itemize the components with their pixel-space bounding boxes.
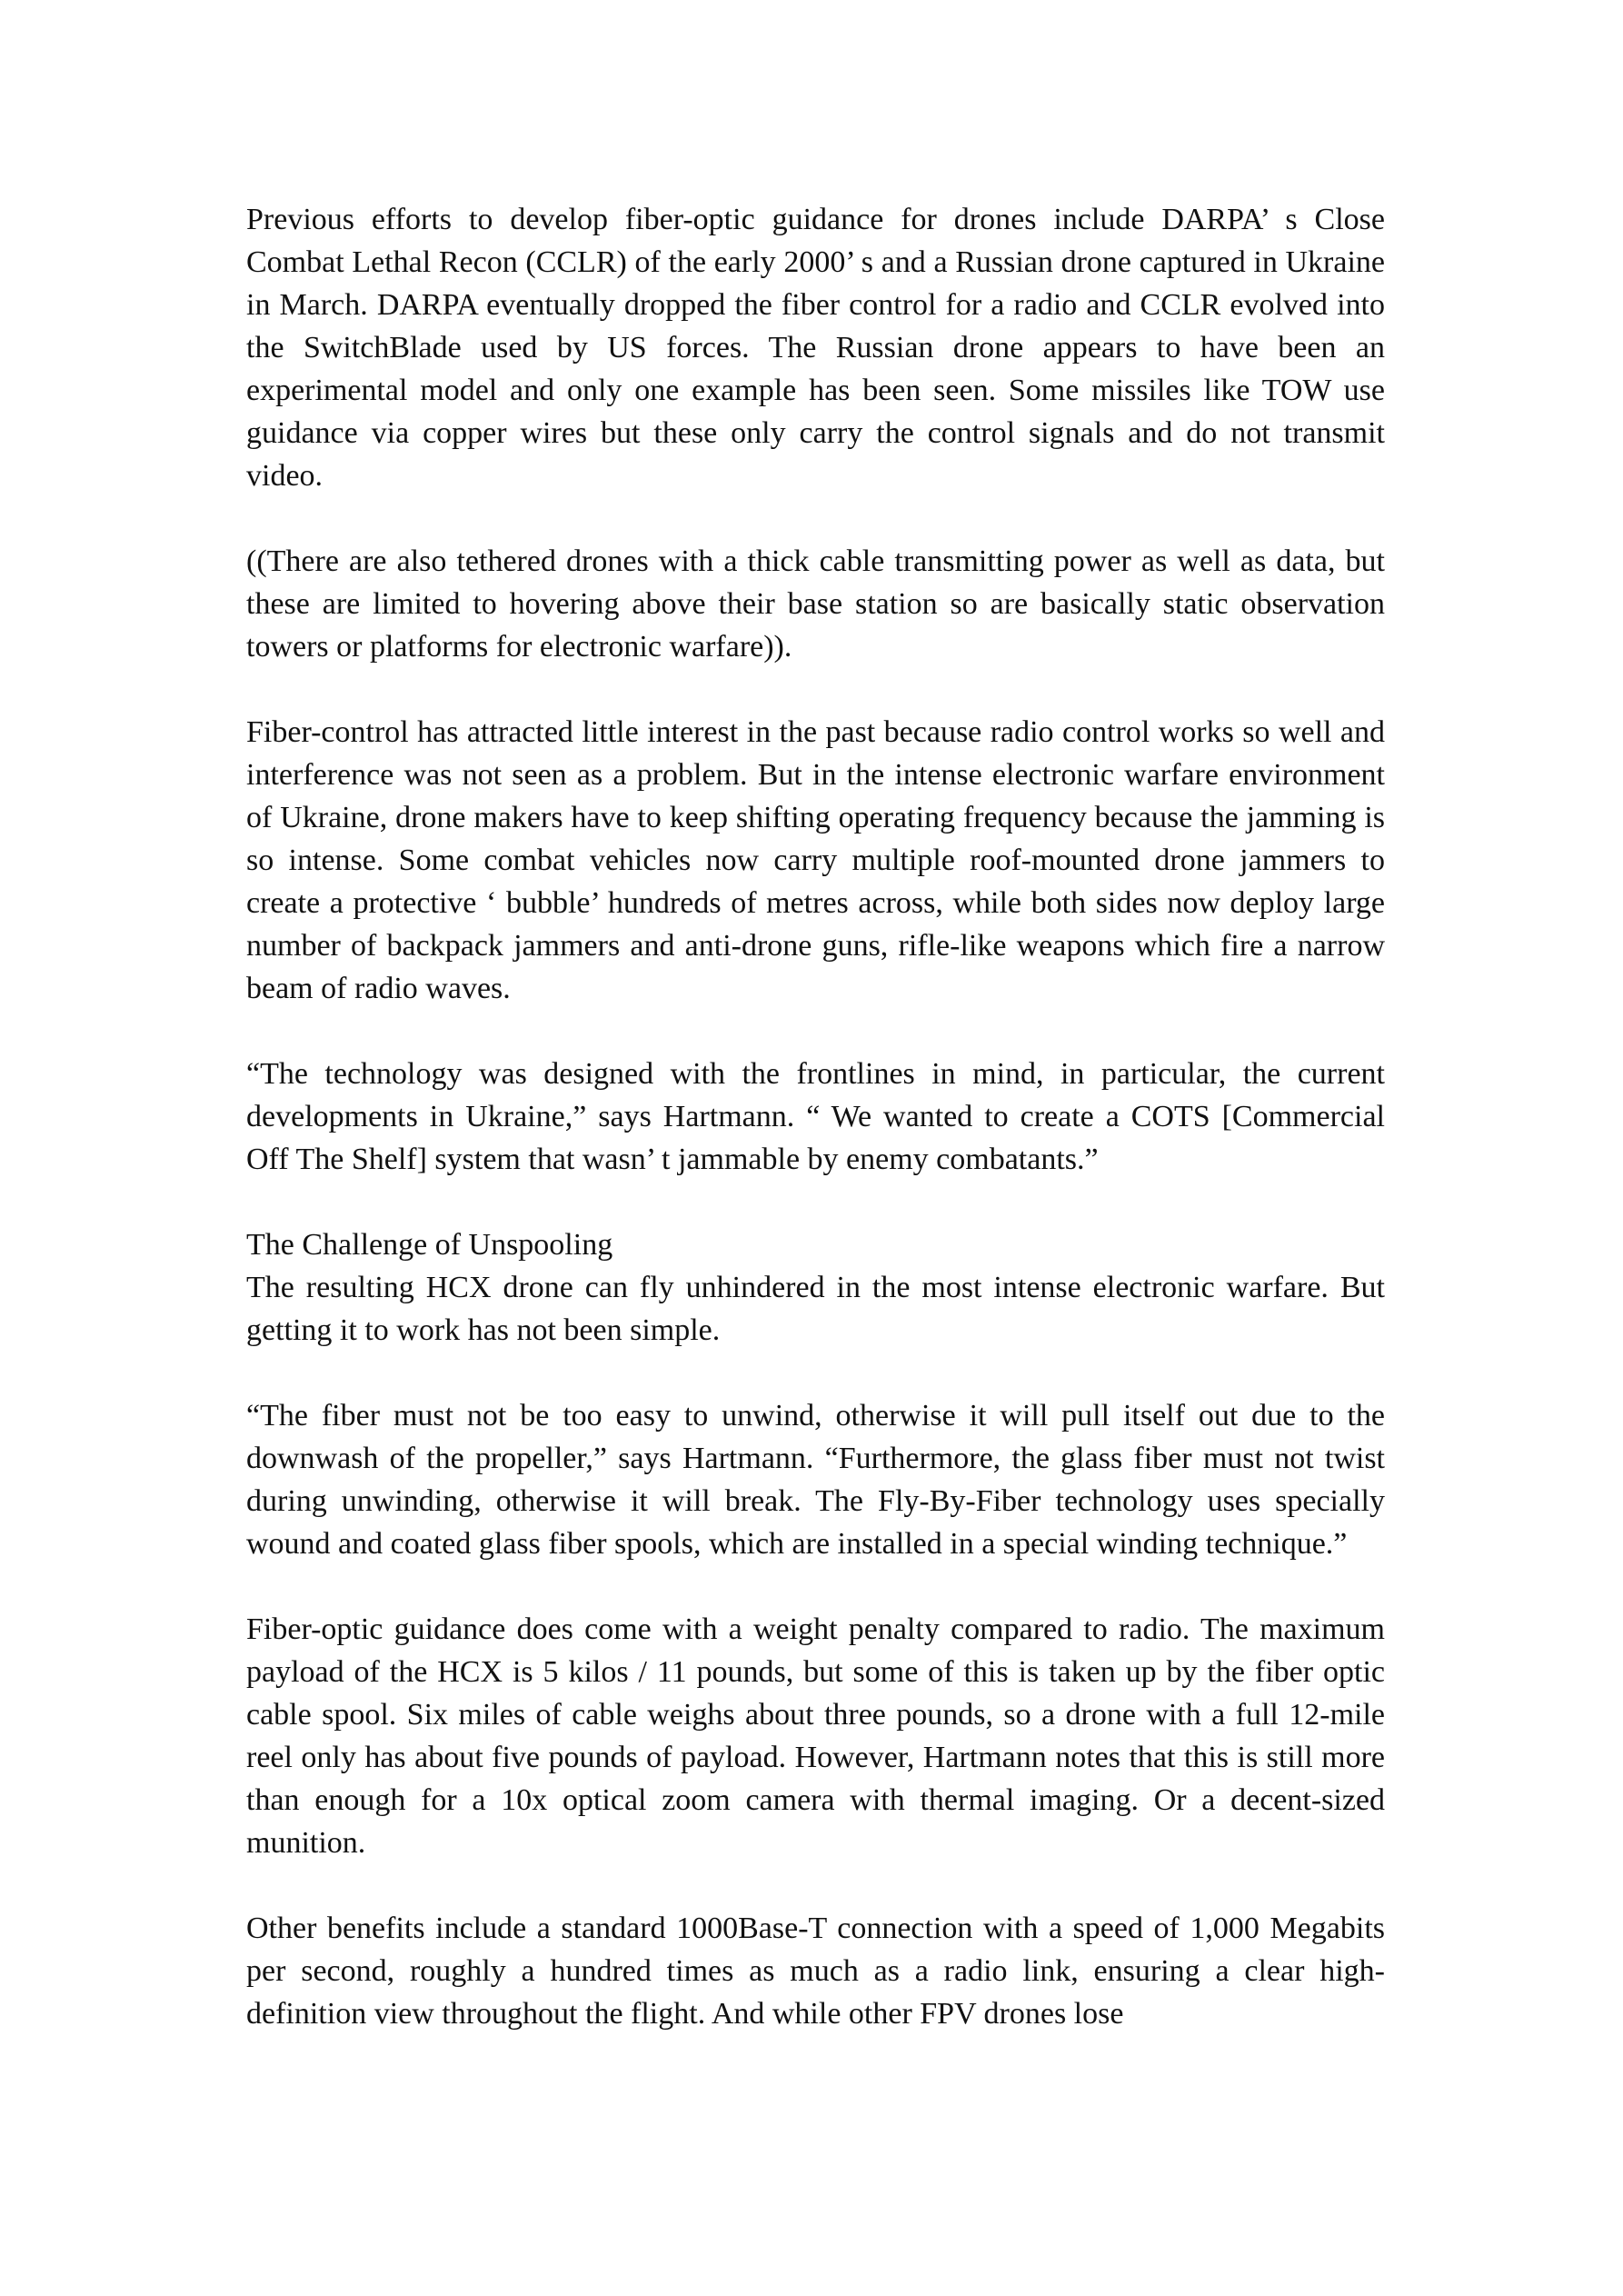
paragraph-tethered-drones: ((There are also tethered drones with a thick cable transmitting power as well as data, but these are limited to hovering above their base station so are basically static observation towers or platforms for electronic warfare)). bbox=[246, 544, 1385, 664]
paragraph-fiber-control-interest: Fiber-control has attracted little interest in the past because radio control works so well and interference was not seen as a problem. But in the intense electronic warfare environment of Ukraine, drone makers have to keep shifting operating frequency because the jamming is so intense. Some combat vehicles now carry multiple roof-mounted drone jammers to create a protective ‘ bubble’ hundreds of metres across, while both sides now deploy large number of backpack jammers and anti-drone guns, rifle-like weapons which fire a narrow beam of radio waves. bbox=[246, 715, 1385, 1005]
paragraph-weight-penalty: Fiber-optic guidance does come with a weight penalty compared to radio. The maximum payload of the HCX is 5 kilos / 11 pounds, but some of this is taken up by the fiber optic cable spool. Six miles of cable weighs about three pounds, so a drone with a full 12-mile reel only has about five pounds of payload. However, Hartmann notes that this is still more than enough for a 10x optical zoom camera with thermal imaging. Or a decent-sized munition. bbox=[246, 1612, 1385, 1860]
document-page bbox=[246, 198, 1385, 2078]
paragraph-hartmann-quote: “The technology was designed with the frontlines in mind, in particular, the current developments in Ukraine,” says Hartmann. “ We wanted to create a COTS [Commercial Off The Shelf] system that wasn’ t jammable by enemy combatants.” bbox=[246, 1057, 1385, 1176]
section-heading: The Challenge of Unspooling bbox=[246, 1228, 613, 1262]
paragraph-fiber-unwind-quote: “The fiber must not be too easy to unwind, otherwise it will pull itself out due to the downwash of the propeller,” says Hartmann. “Furthermore, the glass fiber must not twist during unwinding, otherwise it will break. The Fly-By-Fiber technology uses specially wound and coated glass fiber spools, which are installed in a special winding technique.” bbox=[246, 1399, 1385, 1561]
paragraph-other-benefits: Other benefits include a standard 1000Base-T connection with a speed of 1,000 Megabits per second, roughly a hundred times as much as a radio link, ensuring a clear high-definition view throughout the flight. And while other FPV drones lose bbox=[246, 1912, 1385, 2031]
paragraph-hcx-drone: The resulting HCX drone can fly unhindered in the most intense electronic warfare. But getting it to work has not been simple. bbox=[246, 1271, 1385, 1347]
paragraph-previous-efforts: Previous efforts to develop fiber-optic guidance for drones include DARPA’ s Close Combat Lethal Recon (CCLR) of the early 2000’ s and a Russian drone captured in Ukraine in March. DARPA eventually dropped the fiber control for a radio and CCLR evolved into the SwitchBlade used by US forces. The Russian drone appears to have been an experimental model and only one example has been seen. Some missiles like TOW use guidance via copper wires but these only carry the control signals and do not transmit video. bbox=[246, 203, 1385, 493]
